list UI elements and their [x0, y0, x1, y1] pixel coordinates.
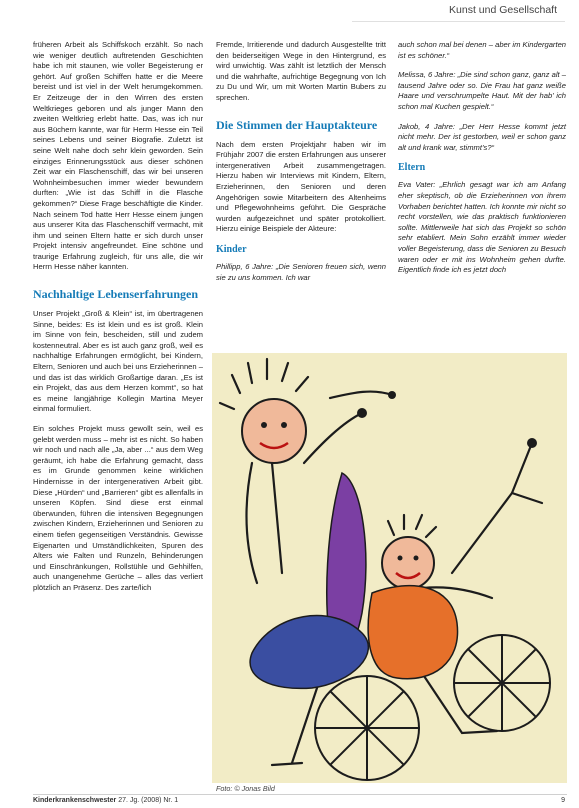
text-column-1: [33, 40, 203, 603]
child-drawing-illustration: [212, 353, 567, 783]
text-column-2: [216, 40, 386, 292]
quote: Melissa, 6 Jahre: „Die sind schon ganz, ganz alt – tausend Jahre oder so. Die Frau hat ganz weiße Haare und verschrumpelte Haut. Mit der hab’ ich schon mal Kuchen gespielt.“: [398, 70, 566, 111]
quote: Jakob, 4 Jahre: „Der Herr Hesse kommt jetzt nicht mehr. Der ist gestorben, weil er schon ganz alt und krank war, stimmt’s?“: [398, 121, 566, 152]
paragraph: Fremde, Irritierende und dadurch Ausgestellte tritt den beiderseitigen Wege in den Hintergrund, es wird unwichtig. Was zählt ist letztlich der Mensch und die wahrhafte, aufrichtige Begegnung von Ich zu Du und Wir, um mit Worten Martin Bubers zu sprechen.: [216, 40, 386, 102]
subheading-kinder: Kinder: [216, 243, 247, 255]
quote: Eva Vater: „Ehrlich gesagt war ich am Anfang eher skeptisch, ob die Erzieherinnen von ihrem Vorhaben berichtet hatten. Ich konnte mir nicht so recht vorstellen, wie das praktisch funktionieren sollte. Mittlerweile hat sich das Projekt so schön sehr etabliert. Mein Sohn erzählt immer wieder voller Begeisterung, dass die Senioren zu Besuch waren oder er mit ins Wohnheim gehen durfte. Eigentlich finde ich es jetzt doch: [398, 180, 566, 275]
paragraph: früheren Arbeit als Schiffskoch erzählt. So nach wie weniger deutlich auftretenden Geschichten habe ich mit staunen, wie voller Begeisterung er gehört. Auf großen Schiffen hatte er die Meere bereist und ist viel in der Welt herumgekommen. Er Zeitzeuge der in den Wirren des ersten Weltkrieges geboren und als junger Mann den zweiten Weltkrieg erlebt hatte. Das, was ich nur aus Büchern kannte, war für Herrn Hesse ein Teil seines Lebens und seiner Biografie. Zuletzt ist seine Welt nahe doch sehr klein geworden. Sein einziges Erinnerungsstück aus dieser schönen Zeit war ein Flaschenschiff, das wir bei unseren Wohnheimbesuchen immer wieder bewundern durften: „Wie ist das Schiff in die Flasche gekommen?“ Diese Frage beschäftigte die Kinder. Nach seinem Tod hatte Herr Hesse einem jungen aus unserer Kita das Flaschenschiff vermacht, mit ihm und seinen Eltern hatte er sich durch unser Projekt intensiv angefreundet. Eine schöne und traurige Erfahrung zugleich, für uns alle, die wir Herrn Hesse näher kannten.: [33, 40, 203, 272]
journal-name: Kinderkrankenschwester: [33, 797, 117, 804]
paragraph: Unser Projekt „Groß & Klein“ ist, im übertragenen Sinne, beides: Es ist klein und es ist groß. Klein im Sinne von fein, bescheiden, still und zudem kostenneutral. Aber es ist auch ganz groß, weil es nachhaltige Erfahrungen ermöglicht, bei Kindern, Eltern, Senioren und auch bei uns Erzieherinnen – und das ist das wirklich Großartige daran. „Es ist ein Projekt, das aus dem Herzen kommt“, so hat es meine langjährige Kollegin Martina Meyer einmal formuliert.: [33, 309, 203, 414]
quote: Phillipp, 6 Jahre: „Die Senioren freuen sich, wenn sie zu uns kommen. Ich war: [216, 261, 386, 282]
section-heading: Nachhaltige Lebenserfahrungen: [33, 287, 198, 302]
section-header: Kunst und Gesellschaft: [449, 4, 557, 16]
paragraph: Ein solches Projekt muss gewollt sein, weil es gelebt werden muss – mehr ist es nicht. So haben wir noch und nach alle „Ja, aber ...“ aus dem Weg geräumt, ich habe die Erfahrung gemacht, dass es im Grunde genommen keine wirklichen Hindernisse in der intergenerativen Arbeit gibt. Diese „Hürden“ und „Barrieren“ gibt es allenfalls in unseren Köpfen. Sind diese erst einmal überwunden, führen die intensiven Begegnungen zwischen Kindern, Erzieherinnen und Senioren zu einem tiefen gegenseitigen Verständnis. Gewisse Eigenarten und Umständlichkeiten, Spuren des Alters wie Falten und Runzeln, Behinderungen und Einschränkungen, Rollstühle und Gehhilfen, auch unangenehme Gerüche – alles das verliert plötzlich an Präsenz. Des zarte/lich: [33, 424, 203, 592]
page-number: 9: [561, 797, 565, 804]
footer-divider: [33, 794, 567, 795]
figure-caption: Foto: © Jonas Bild: [216, 784, 275, 793]
footer-journal: [33, 797, 178, 804]
section-heading: Die Stimmen der Hauptakteure: [216, 117, 378, 132]
journal-issue: 27. Jg. (2008) Nr. 1: [118, 797, 179, 804]
text-column-3: [398, 40, 566, 285]
quote: auch schon mal bei denen – aber im Kindergarten ist es schöner.“: [398, 40, 567, 60]
paragraph: Nach dem ersten Projektjahr haben wir im Frühjahr 2007 die ersten Erfahrungen aus unserer intergenerativen Arbeit zusammengetragen. Hierzu haben wir Interviews mit Kindern, Eltern, Erzieherinnen, den Senioren und deren Angehörigen sowie Mitarbeitern des Altenheims und Pflegewohnheims geführt. Die Gespräche wurden aufgezeichnet und später protokolliert. Hierzu einige Beispiele der Akteure:: [216, 139, 386, 234]
header-divider: [352, 21, 565, 22]
subheading-eltern: Eltern: [398, 162, 426, 174]
